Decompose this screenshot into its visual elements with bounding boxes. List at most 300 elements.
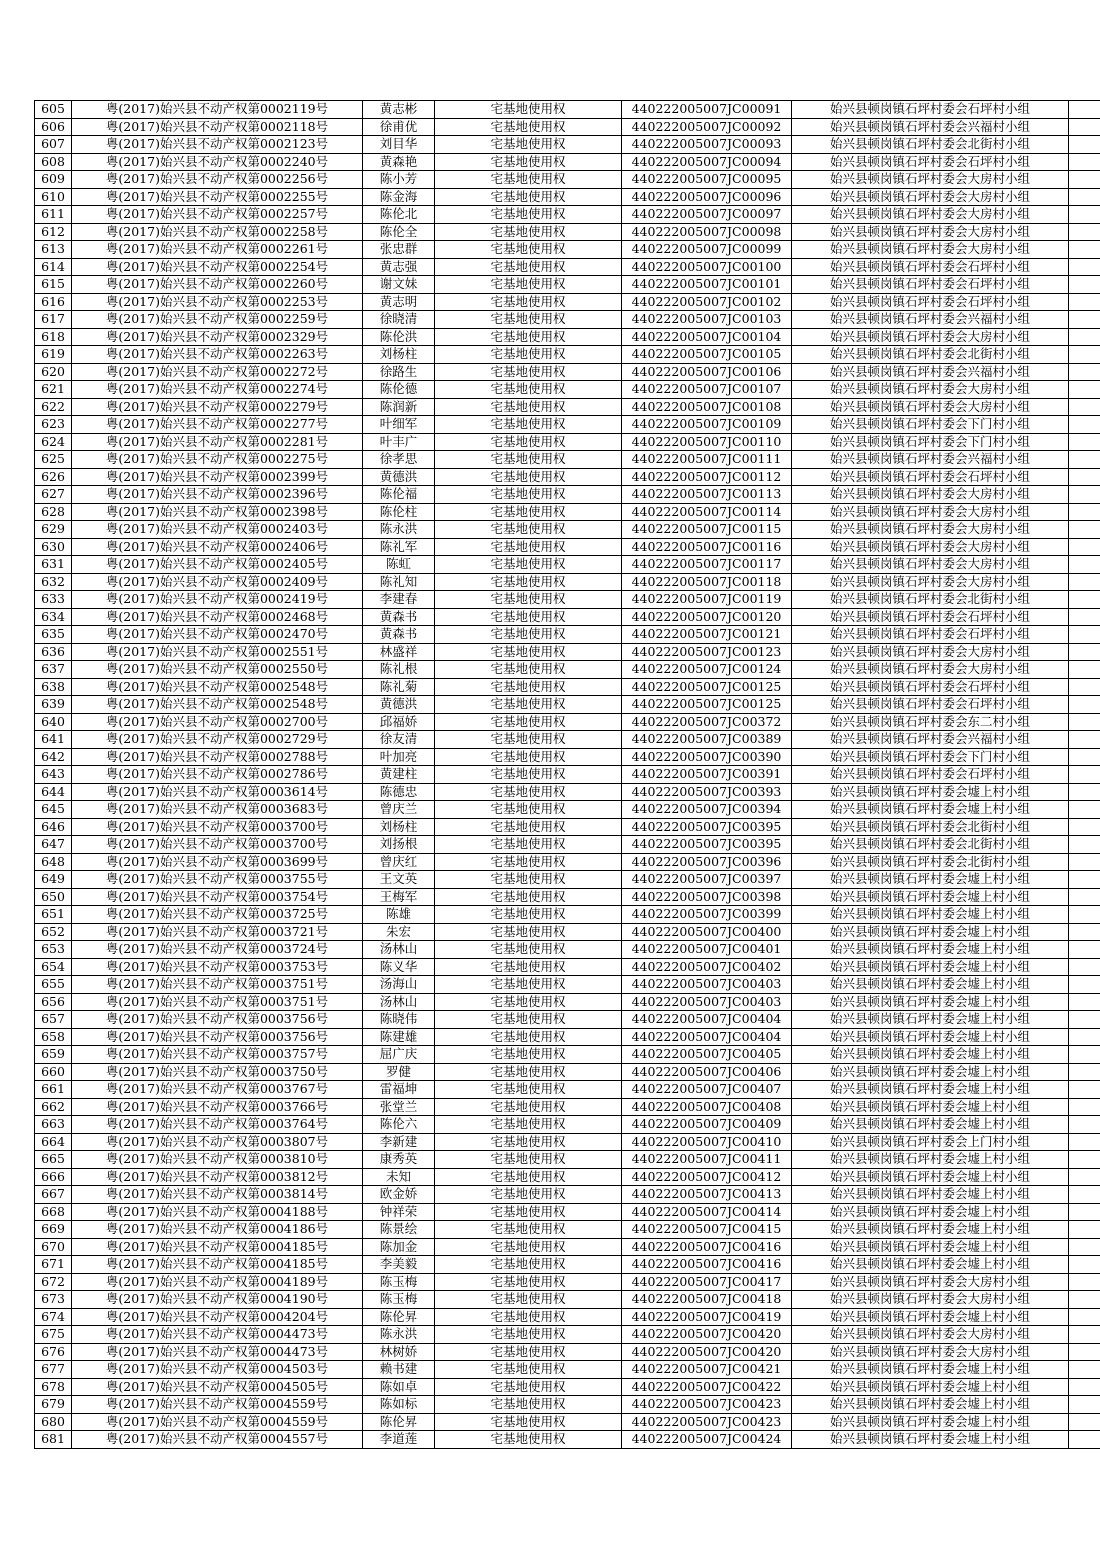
table-row	[35, 573, 1100, 591]
remarks-cell	[1069, 748, 1100, 766]
location-cell: 始兴县顿岗镇石坪村委会石坪村小组	[792, 696, 1069, 714]
location-cell: 始兴县顿岗镇石坪村委会墟上村小组	[792, 1028, 1069, 1046]
location-cell: 始兴县顿岗镇石坪村委会墟上村小组	[792, 1431, 1069, 1449]
parcel-code-cell: 440222005007JC00102	[622, 293, 792, 311]
table-row	[35, 783, 1100, 801]
certificate-number-cell: 粤(2017)始兴县不动产权第0004189号	[72, 1273, 363, 1291]
right-type-cell: 宅基地使用权	[435, 783, 622, 801]
certificate-number-cell: 粤(2017)始兴县不动产权第0003751号	[72, 993, 363, 1011]
certificate-number-cell: 粤(2017)始兴县不动产权第0003757号	[72, 1046, 363, 1064]
location-cell: 始兴县顿岗镇石坪村委会兴福村小组	[792, 118, 1069, 136]
parcel-code-cell: 440222005007JC00422	[622, 1378, 792, 1396]
location-cell: 始兴县顿岗镇石坪村委会墟上村小组	[792, 1308, 1069, 1326]
location-cell: 始兴县顿岗镇石坪村委会大房村小组	[792, 486, 1069, 504]
location-cell: 始兴县顿岗镇石坪村委会大房村小组	[792, 1273, 1069, 1291]
remarks-cell	[1069, 661, 1100, 679]
parcel-code-cell: 440222005007JC00407	[622, 1081, 792, 1099]
remarks-cell	[1069, 363, 1100, 381]
table-row	[35, 1256, 1100, 1274]
right-type-cell: 宅基地使用权	[435, 573, 622, 591]
row-number-cell: 641	[35, 731, 72, 749]
certificate-number-cell: 粤(2017)始兴县不动产权第0004185号	[72, 1256, 363, 1274]
row-number-cell: 611	[35, 206, 72, 224]
owner-name-cell: 张堂兰	[363, 1098, 435, 1116]
location-cell: 始兴县顿岗镇石坪村委会大房村小组	[792, 643, 1069, 661]
parcel-code-cell: 440222005007JC00105	[622, 346, 792, 364]
remarks-cell	[1069, 1256, 1100, 1274]
location-cell: 始兴县顿岗镇石坪村委会大房村小组	[792, 503, 1069, 521]
location-cell: 始兴县顿岗镇石坪村委会墟上村小组	[792, 888, 1069, 906]
location-cell: 始兴县顿岗镇石坪村委会大房村小组	[792, 328, 1069, 346]
right-type-cell: 宅基地使用权	[435, 678, 622, 696]
location-cell: 始兴县顿岗镇石坪村委会北街村小组	[792, 591, 1069, 609]
owner-name-cell: 陈伦北	[363, 206, 435, 224]
location-cell: 始兴县顿岗镇石坪村委会北街村小组	[792, 836, 1069, 854]
location-cell: 始兴县顿岗镇石坪村委会石坪村小组	[792, 153, 1069, 171]
location-cell: 始兴县顿岗镇石坪村委会墟上村小组	[792, 783, 1069, 801]
right-type-cell: 宅基地使用权	[435, 521, 622, 539]
row-number-cell: 650	[35, 888, 72, 906]
right-type-cell: 宅基地使用权	[435, 748, 622, 766]
remarks-cell	[1069, 136, 1100, 154]
remarks-cell	[1069, 801, 1100, 819]
location-cell: 始兴县顿岗镇石坪村委会大房村小组	[792, 573, 1069, 591]
parcel-code-cell: 440222005007JC00399	[622, 906, 792, 924]
location-cell: 始兴县顿岗镇石坪村委会墟上村小组	[792, 1378, 1069, 1396]
certificate-number-cell: 粤(2017)始兴县不动产权第0003700号	[72, 836, 363, 854]
owner-name-cell: 康秀英	[363, 1151, 435, 1169]
table-row	[35, 661, 1100, 679]
owner-name-cell: 陈玉梅	[363, 1273, 435, 1291]
location-cell: 始兴县顿岗镇石坪村委会下门村小组	[792, 748, 1069, 766]
certificate-number-cell: 粤(2017)始兴县不动产权第0002470号	[72, 626, 363, 644]
owner-name-cell: 屈广庆	[363, 1046, 435, 1064]
registry-table	[34, 100, 1100, 1449]
remarks-cell	[1069, 486, 1100, 504]
owner-name-cell: 陈雄	[363, 906, 435, 924]
parcel-code-cell: 440222005007JC00396	[622, 853, 792, 871]
remarks-cell	[1069, 591, 1100, 609]
parcel-code-cell: 440222005007JC00108	[622, 398, 792, 416]
certificate-number-cell: 粤(2017)始兴县不动产权第0002258号	[72, 223, 363, 241]
right-type-cell: 宅基地使用权	[435, 538, 622, 556]
remarks-cell	[1069, 573, 1100, 591]
parcel-code-cell: 440222005007JC00393	[622, 783, 792, 801]
remarks-cell	[1069, 1203, 1100, 1221]
table-row	[35, 608, 1100, 626]
owner-name-cell: 钟祥荣	[363, 1203, 435, 1221]
owner-name-cell: 陈伦福	[363, 486, 435, 504]
table-row	[35, 468, 1100, 486]
certificate-number-cell: 粤(2017)始兴县不动产权第0004188号	[72, 1203, 363, 1221]
certificate-number-cell: 粤(2017)始兴县不动产权第0004505号	[72, 1378, 363, 1396]
certificate-number-cell: 粤(2017)始兴县不动产权第0002240号	[72, 153, 363, 171]
table-row	[35, 1378, 1100, 1396]
location-cell: 始兴县顿岗镇石坪村委会大房村小组	[792, 556, 1069, 574]
owner-name-cell: 黄德洪	[363, 696, 435, 714]
certificate-number-cell: 粤(2017)始兴县不动产权第0004473号	[72, 1326, 363, 1344]
certificate-number-cell: 粤(2017)始兴县不动产权第0003756号	[72, 1028, 363, 1046]
parcel-code-cell: 440222005007JC00101	[622, 276, 792, 294]
location-cell: 始兴县顿岗镇石坪村委会墟上村小组	[792, 1081, 1069, 1099]
parcel-code-cell: 440222005007JC00118	[622, 573, 792, 591]
parcel-code-cell: 440222005007JC00098	[622, 223, 792, 241]
table-row	[35, 381, 1100, 399]
certificate-number-cell: 粤(2017)始兴县不动产权第0002275号	[72, 451, 363, 469]
row-number-cell: 664	[35, 1133, 72, 1151]
table-row	[35, 1238, 1100, 1256]
owner-name-cell: 陈礼根	[363, 661, 435, 679]
right-type-cell: 宅基地使用权	[435, 1186, 622, 1204]
table-row	[35, 696, 1100, 714]
remarks-cell	[1069, 1361, 1100, 1379]
certificate-number-cell: 粤(2017)始兴县不动产权第0002277号	[72, 416, 363, 434]
parcel-code-cell: 440222005007JC00100	[622, 258, 792, 276]
right-type-cell: 宅基地使用权	[435, 276, 622, 294]
right-type-cell: 宅基地使用权	[435, 1151, 622, 1169]
table-row	[35, 818, 1100, 836]
remarks-cell	[1069, 153, 1100, 171]
owner-name-cell: 陈建雄	[363, 1028, 435, 1046]
table-row	[35, 993, 1100, 1011]
table-row	[35, 1291, 1100, 1309]
location-cell: 始兴县顿岗镇石坪村委会墟上村小组	[792, 993, 1069, 1011]
certificate-number-cell: 粤(2017)始兴县不动产权第0003724号	[72, 941, 363, 959]
remarks-cell	[1069, 643, 1100, 661]
remarks-cell	[1069, 1186, 1100, 1204]
row-number-cell: 656	[35, 993, 72, 1011]
owner-name-cell: 朱宏	[363, 923, 435, 941]
row-number-cell: 618	[35, 328, 72, 346]
remarks-cell	[1069, 1413, 1100, 1431]
right-type-cell: 宅基地使用权	[435, 1326, 622, 1344]
row-number-cell: 643	[35, 766, 72, 784]
table-row	[35, 906, 1100, 924]
row-number-cell: 622	[35, 398, 72, 416]
table-row	[35, 258, 1100, 276]
remarks-cell	[1069, 766, 1100, 784]
owner-name-cell: 陈伦洪	[363, 328, 435, 346]
remarks-cell	[1069, 696, 1100, 714]
table-row	[35, 1203, 1100, 1221]
row-number-cell: 666	[35, 1168, 72, 1186]
certificate-number-cell: 粤(2017)始兴县不动产权第0004503号	[72, 1361, 363, 1379]
parcel-code-cell: 440222005007JC00120	[622, 608, 792, 626]
remarks-cell	[1069, 818, 1100, 836]
parcel-code-cell: 440222005007JC00111	[622, 451, 792, 469]
right-type-cell: 宅基地使用权	[435, 941, 622, 959]
certificate-number-cell: 粤(2017)始兴县不动产权第0002260号	[72, 276, 363, 294]
parcel-code-cell: 440222005007JC00418	[622, 1291, 792, 1309]
location-cell: 始兴县顿岗镇石坪村委会北街村小组	[792, 346, 1069, 364]
certificate-number-cell: 粤(2017)始兴县不动产权第0002254号	[72, 258, 363, 276]
parcel-code-cell: 440222005007JC00121	[622, 626, 792, 644]
row-number-cell: 674	[35, 1308, 72, 1326]
parcel-code-cell: 440222005007JC00401	[622, 941, 792, 959]
owner-name-cell: 徐路生	[363, 363, 435, 381]
remarks-cell	[1069, 1273, 1100, 1291]
row-number-cell: 617	[35, 311, 72, 329]
owner-name-cell: 汤林山	[363, 993, 435, 1011]
remarks-cell	[1069, 276, 1100, 294]
certificate-number-cell: 粤(2017)始兴县不动产权第0002406号	[72, 538, 363, 556]
owner-name-cell: 黄森书	[363, 608, 435, 626]
right-type-cell: 宅基地使用权	[435, 713, 622, 731]
table-row	[35, 293, 1100, 311]
row-number-cell: 657	[35, 1011, 72, 1029]
location-cell: 始兴县顿岗镇石坪村委会石坪村小组	[792, 678, 1069, 696]
table-row	[35, 538, 1100, 556]
table-row	[35, 118, 1100, 136]
parcel-code-cell: 440222005007JC00414	[622, 1203, 792, 1221]
row-number-cell: 659	[35, 1046, 72, 1064]
table-row	[35, 363, 1100, 381]
certificate-number-cell: 粤(2017)始兴县不动产权第0003699号	[72, 853, 363, 871]
location-cell: 始兴县顿岗镇石坪村委会北街村小组	[792, 818, 1069, 836]
owner-name-cell: 陈小芳	[363, 171, 435, 189]
owner-name-cell: 陈永洪	[363, 521, 435, 539]
remarks-cell	[1069, 188, 1100, 206]
owner-name-cell: 陈加金	[363, 1238, 435, 1256]
row-number-cell: 626	[35, 468, 72, 486]
owner-name-cell: 黄建柱	[363, 766, 435, 784]
right-type-cell: 宅基地使用权	[435, 188, 622, 206]
right-type-cell: 宅基地使用权	[435, 1063, 622, 1081]
location-cell: 始兴县顿岗镇石坪村委会墟上村小组	[792, 1186, 1069, 1204]
parcel-code-cell: 440222005007JC00093	[622, 136, 792, 154]
certificate-number-cell: 粤(2017)始兴县不动产权第0003614号	[72, 783, 363, 801]
table-row	[35, 836, 1100, 854]
right-type-cell: 宅基地使用权	[435, 1238, 622, 1256]
location-cell: 始兴县顿岗镇石坪村委会石坪村小组	[792, 468, 1069, 486]
owner-name-cell: 陈润新	[363, 398, 435, 416]
table-row	[35, 1413, 1100, 1431]
row-number-cell: 630	[35, 538, 72, 556]
row-number-cell: 667	[35, 1186, 72, 1204]
table-row	[35, 486, 1100, 504]
right-type-cell: 宅基地使用权	[435, 1221, 622, 1239]
row-number-cell: 628	[35, 503, 72, 521]
owner-name-cell: 未知	[363, 1168, 435, 1186]
row-number-cell: 610	[35, 188, 72, 206]
location-cell: 始兴县顿岗镇石坪村委会墟上村小组	[792, 801, 1069, 819]
location-cell: 始兴县顿岗镇石坪村委会墟上村小组	[792, 941, 1069, 959]
right-type-cell: 宅基地使用权	[435, 451, 622, 469]
right-type-cell: 宅基地使用权	[435, 118, 622, 136]
location-cell: 始兴县顿岗镇石坪村委会石坪村小组	[792, 626, 1069, 644]
parcel-code-cell: 440222005007JC00390	[622, 748, 792, 766]
row-number-cell: 655	[35, 976, 72, 994]
right-type-cell: 宅基地使用权	[435, 556, 622, 574]
right-type-cell: 宅基地使用权	[435, 958, 622, 976]
owner-name-cell: 汤林山	[363, 941, 435, 959]
parcel-code-cell: 440222005007JC00119	[622, 591, 792, 609]
parcel-code-cell: 440222005007JC00408	[622, 1098, 792, 1116]
certificate-number-cell: 粤(2017)始兴县不动产权第0002788号	[72, 748, 363, 766]
owner-name-cell: 邱福娇	[363, 713, 435, 731]
location-cell: 始兴县顿岗镇石坪村委会墟上村小组	[792, 906, 1069, 924]
table-row	[35, 626, 1100, 644]
table-row	[35, 766, 1100, 784]
right-type-cell: 宅基地使用权	[435, 398, 622, 416]
row-number-cell: 679	[35, 1396, 72, 1414]
right-type-cell: 宅基地使用权	[435, 1343, 622, 1361]
right-type-cell: 宅基地使用权	[435, 1291, 622, 1309]
table-row	[35, 1168, 1100, 1186]
parcel-code-cell: 440222005007JC00403	[622, 976, 792, 994]
parcel-code-cell: 440222005007JC00389	[622, 731, 792, 749]
parcel-code-cell: 440222005007JC00403	[622, 993, 792, 1011]
right-type-cell: 宅基地使用权	[435, 766, 622, 784]
row-number-cell: 644	[35, 783, 72, 801]
owner-name-cell: 徐晓清	[363, 311, 435, 329]
remarks-cell	[1069, 223, 1100, 241]
certificate-number-cell: 粤(2017)始兴县不动产权第0004559号	[72, 1396, 363, 1414]
table-row	[35, 503, 1100, 521]
location-cell: 始兴县顿岗镇石坪村委会墟上村小组	[792, 1361, 1069, 1379]
owner-name-cell: 黄志彬	[363, 101, 435, 119]
right-type-cell: 宅基地使用权	[435, 1361, 622, 1379]
row-number-cell: 672	[35, 1273, 72, 1291]
remarks-cell	[1069, 171, 1100, 189]
certificate-number-cell: 粤(2017)始兴县不动产权第0003766号	[72, 1098, 363, 1116]
certificate-number-cell: 粤(2017)始兴县不动产权第0003767号	[72, 1081, 363, 1099]
location-cell: 始兴县顿岗镇石坪村委会墟上村小组	[792, 1203, 1069, 1221]
parcel-code-cell: 440222005007JC00391	[622, 766, 792, 784]
parcel-code-cell: 440222005007JC00117	[622, 556, 792, 574]
table-row	[35, 958, 1100, 976]
certificate-number-cell: 粤(2017)始兴县不动产权第0003756号	[72, 1011, 363, 1029]
table-row	[35, 1186, 1100, 1204]
remarks-cell	[1069, 1046, 1100, 1064]
right-type-cell: 宅基地使用权	[435, 258, 622, 276]
row-number-cell: 651	[35, 906, 72, 924]
row-number-cell: 632	[35, 573, 72, 591]
parcel-code-cell: 440222005007JC00405	[622, 1046, 792, 1064]
owner-name-cell: 陈伦全	[363, 223, 435, 241]
certificate-number-cell: 粤(2017)始兴县不动产权第0004204号	[72, 1308, 363, 1326]
row-number-cell: 615	[35, 276, 72, 294]
owner-name-cell: 黄德洪	[363, 468, 435, 486]
right-type-cell: 宅基地使用权	[435, 1081, 622, 1099]
remarks-cell	[1069, 1431, 1100, 1449]
parcel-code-cell: 440222005007JC00398	[622, 888, 792, 906]
table-row	[35, 171, 1100, 189]
location-cell: 始兴县顿岗镇石坪村委会东二村小组	[792, 713, 1069, 731]
certificate-number-cell: 粤(2017)始兴县不动产权第0002123号	[72, 136, 363, 154]
row-number-cell: 681	[35, 1431, 72, 1449]
certificate-number-cell: 粤(2017)始兴县不动产权第0002263号	[72, 346, 363, 364]
parcel-code-cell: 440222005007JC00372	[622, 713, 792, 731]
certificate-number-cell: 粤(2017)始兴县不动产权第0002468号	[72, 608, 363, 626]
table-row	[35, 976, 1100, 994]
remarks-cell	[1069, 923, 1100, 941]
owner-name-cell: 汤海山	[363, 976, 435, 994]
parcel-code-cell: 440222005007JC00116	[622, 538, 792, 556]
owner-name-cell: 张忠群	[363, 241, 435, 259]
location-cell: 始兴县顿岗镇石坪村委会兴福村小组	[792, 363, 1069, 381]
remarks-cell	[1069, 311, 1100, 329]
remarks-cell	[1069, 468, 1100, 486]
remarks-cell	[1069, 328, 1100, 346]
remarks-cell	[1069, 398, 1100, 416]
owner-name-cell: 叶丰广	[363, 433, 435, 451]
table-row	[35, 1028, 1100, 1046]
row-number-cell: 661	[35, 1081, 72, 1099]
row-number-cell: 638	[35, 678, 72, 696]
remarks-cell	[1069, 451, 1100, 469]
right-type-cell: 宅基地使用权	[435, 1378, 622, 1396]
owner-name-cell: 陈虹	[363, 556, 435, 574]
parcel-code-cell: 440222005007JC00395	[622, 818, 792, 836]
right-type-cell: 宅基地使用权	[435, 591, 622, 609]
right-type-cell: 宅基地使用权	[435, 153, 622, 171]
certificate-number-cell: 粤(2017)始兴县不动产权第0002786号	[72, 766, 363, 784]
table-row	[35, 801, 1100, 819]
owner-name-cell: 罗健	[363, 1063, 435, 1081]
parcel-code-cell: 440222005007JC00404	[622, 1028, 792, 1046]
right-type-cell: 宅基地使用权	[435, 643, 622, 661]
remarks-cell	[1069, 206, 1100, 224]
certificate-number-cell: 粤(2017)始兴县不动产权第0002700号	[72, 713, 363, 731]
right-type-cell: 宅基地使用权	[435, 1028, 622, 1046]
parcel-code-cell: 440222005007JC00413	[622, 1186, 792, 1204]
location-cell: 始兴县顿岗镇石坪村委会下门村小组	[792, 433, 1069, 451]
right-type-cell: 宅基地使用权	[435, 1011, 622, 1029]
remarks-cell	[1069, 906, 1100, 924]
owner-name-cell: 陈伦昇	[363, 1308, 435, 1326]
certificate-number-cell: 粤(2017)始兴县不动产权第0002281号	[72, 433, 363, 451]
parcel-code-cell: 440222005007JC00113	[622, 486, 792, 504]
right-type-cell: 宅基地使用权	[435, 486, 622, 504]
row-number-cell: 606	[35, 118, 72, 136]
table-row	[35, 101, 1100, 119]
row-number-cell: 619	[35, 346, 72, 364]
owner-name-cell: 叶加亮	[363, 748, 435, 766]
row-number-cell: 663	[35, 1116, 72, 1134]
parcel-code-cell: 440222005007JC00397	[622, 871, 792, 889]
owner-name-cell: 李美毅	[363, 1256, 435, 1274]
right-type-cell: 宅基地使用权	[435, 1046, 622, 1064]
right-type-cell: 宅基地使用权	[435, 626, 622, 644]
remarks-cell	[1069, 118, 1100, 136]
certificate-number-cell: 粤(2017)始兴县不动产权第0002396号	[72, 486, 363, 504]
owner-name-cell: 刘目华	[363, 136, 435, 154]
right-type-cell: 宅基地使用权	[435, 836, 622, 854]
remarks-cell	[1069, 958, 1100, 976]
row-number-cell: 673	[35, 1291, 72, 1309]
parcel-code-cell: 440222005007JC00103	[622, 311, 792, 329]
table-row	[35, 311, 1100, 329]
row-number-cell: 671	[35, 1256, 72, 1274]
parcel-code-cell: 440222005007JC00125	[622, 678, 792, 696]
parcel-code-cell: 440222005007JC00094	[622, 153, 792, 171]
remarks-cell	[1069, 941, 1100, 959]
right-type-cell: 宅基地使用权	[435, 293, 622, 311]
location-cell: 始兴县顿岗镇石坪村委会兴福村小组	[792, 451, 1069, 469]
certificate-number-cell: 粤(2017)始兴县不动产权第0003683号	[72, 801, 363, 819]
remarks-cell	[1069, 346, 1100, 364]
owner-name-cell: 陈景绘	[363, 1221, 435, 1239]
certificate-number-cell: 粤(2017)始兴县不动产权第0002403号	[72, 521, 363, 539]
owner-name-cell: 曾庆兰	[363, 801, 435, 819]
location-cell: 始兴县顿岗镇石坪村委会大房村小组	[792, 1291, 1069, 1309]
table-body	[35, 101, 1100, 1449]
row-number-cell: 625	[35, 451, 72, 469]
remarks-cell	[1069, 1396, 1100, 1414]
remarks-cell	[1069, 871, 1100, 889]
remarks-cell	[1069, 1221, 1100, 1239]
